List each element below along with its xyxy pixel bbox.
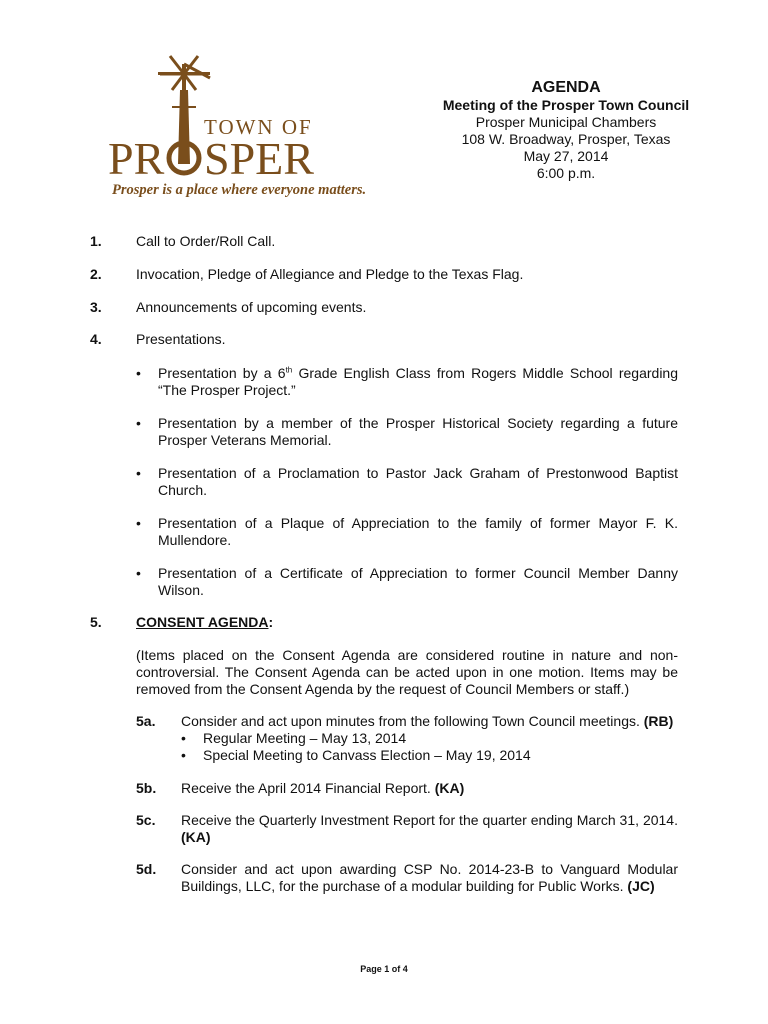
meeting-address: 108 W. Broadway, Prosper, Texas <box>461 131 671 147</box>
bullet-icon: • <box>136 465 141 481</box>
meeting-name: Meeting of the Prosper Town Council <box>442 97 690 113</box>
agenda-title: AGENDA <box>531 79 601 96</box>
bullet-icon: • <box>136 365 141 381</box>
item-text: Announcements of upcoming events. <box>136 299 367 315</box>
item-number: 4. <box>90 331 102 347</box>
meeting-location: Prosper Municipal Chambers <box>475 114 657 130</box>
item-number: 2. <box>90 266 102 282</box>
logo-name-left: PR <box>108 133 165 184</box>
subitem-text: Receive the Quarterly Investment Report for the quarter ending March 31, 2014. (KA) <box>181 812 678 845</box>
subitem-number: 5d. <box>136 861 157 877</box>
logo-tagline: Prosper is a place where everyone matters. <box>112 182 367 198</box>
agenda-heading <box>440 78 692 182</box>
subitem-text: Consider and act upon awarding CSP No. 2014-23-B to Vanguard Modular Buildings, LLC, for the purchase of a modular building for Public Works. (JC) <box>181 861 678 894</box>
bullet-icon: • <box>136 415 141 431</box>
bullet-icon: • <box>136 515 141 531</box>
bullet-icon: • <box>181 747 186 763</box>
page-number: Page 1 of 4 <box>360 964 408 974</box>
bullet-icon: • <box>136 565 141 581</box>
consent-agenda-heading: CONSENT AGENDA: <box>136 614 274 630</box>
item-number: 5. <box>90 614 102 630</box>
meeting-time: 6:00 p.m. <box>536 165 596 181</box>
consent-intro: (Items placed on the Consent Agenda are considered routine in nature and non-controversial. The Consent Agenda can be acted upon in one motion. Items may be removed from the Consent Agenda by the request of Council Members or staff.) <box>136 647 678 697</box>
item-number: 3. <box>90 299 102 315</box>
logo-town-of-text: TOWN OF <box>204 115 313 139</box>
bullet-icon: • <box>181 730 186 746</box>
subitem-text: Consider and act upon minutes from the following Town Council meetings. (RB) <box>181 713 674 729</box>
subitem-number: 5b. <box>136 780 157 796</box>
item-text: Invocation, Pledge of Allegiance and Pledge to the Texas Flag. <box>136 266 524 282</box>
item-text: Call to Order/Roll Call. <box>136 233 276 249</box>
item-text: Presentations. <box>136 331 226 347</box>
subitem-text: Receive the April 2014 Financial Report. (KA) <box>181 780 465 796</box>
windmill-icon <box>158 56 210 164</box>
item-number: 1. <box>90 233 102 249</box>
logo-name-right: SPER <box>204 133 314 184</box>
meeting-date: May 27, 2014 <box>523 148 609 164</box>
subitem-number: 5a. <box>136 713 156 729</box>
subitem-number: 5c. <box>136 812 156 828</box>
